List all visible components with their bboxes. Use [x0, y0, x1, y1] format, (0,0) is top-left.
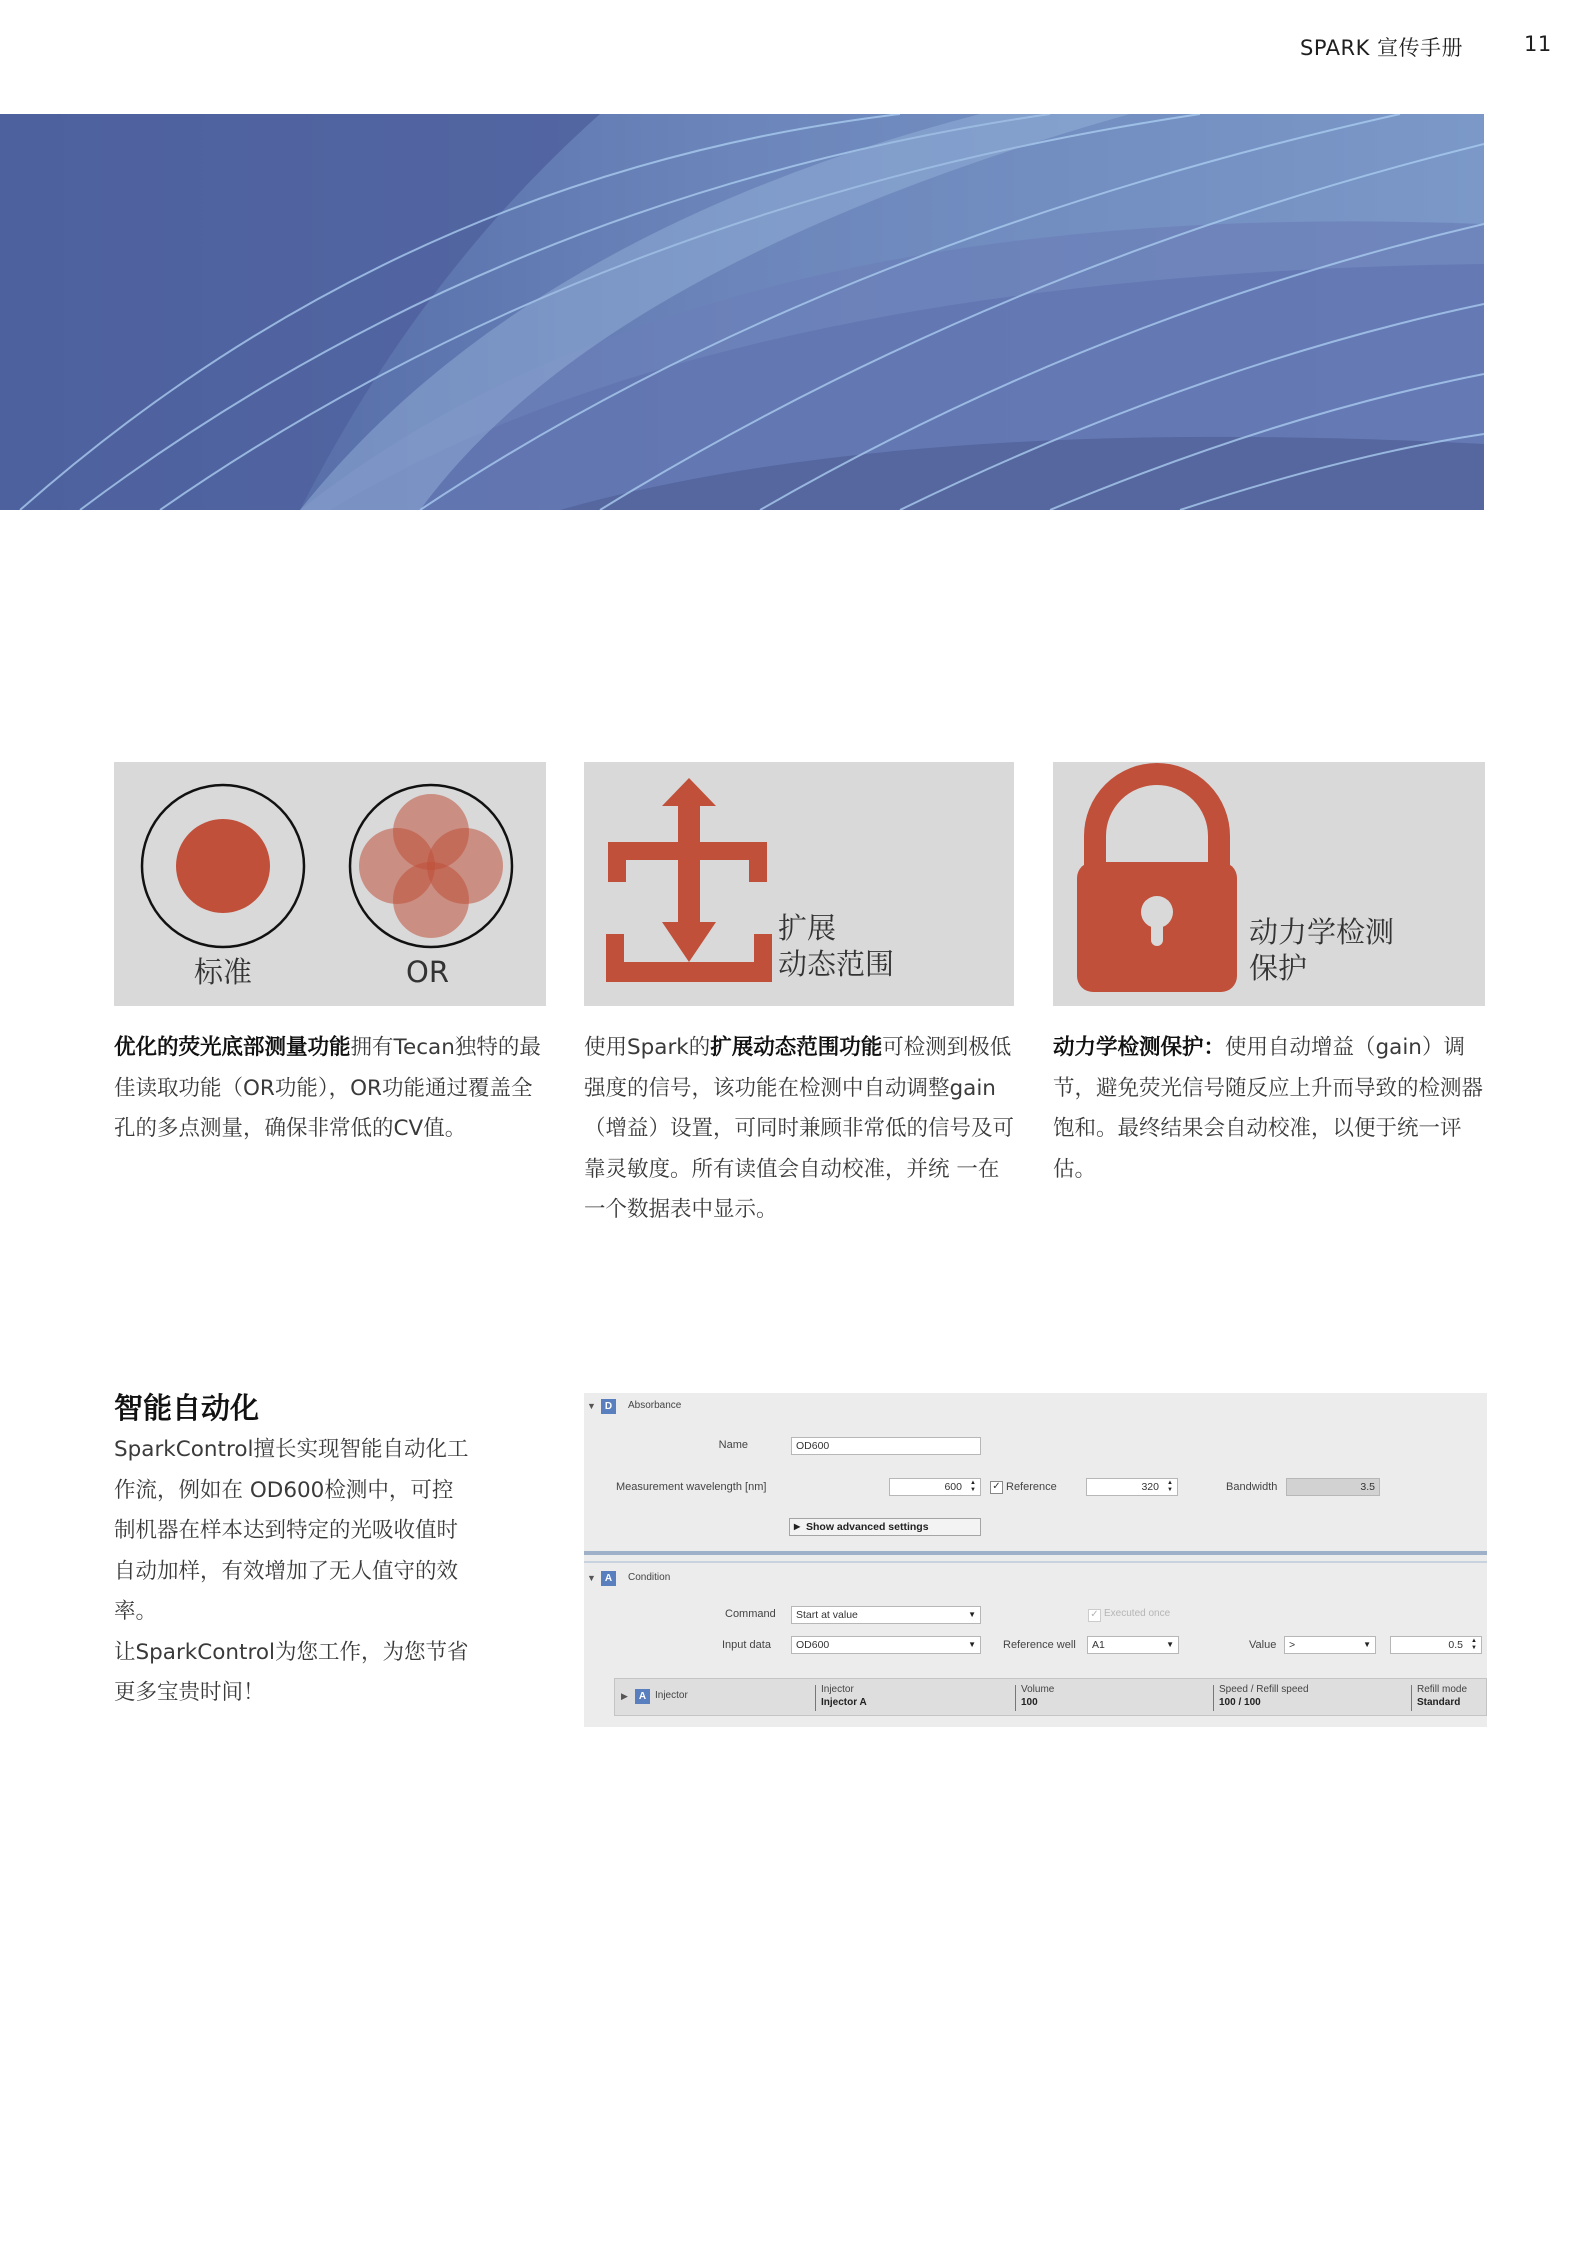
executed-once-checkbox: ✓ [1088, 1609, 1101, 1622]
command-label: Command [725, 1608, 776, 1620]
or-description [114, 1028, 548, 1150]
kinetic-label-1: 动力学检测 [1249, 915, 1395, 949]
card-dynamic-range [584, 762, 1014, 1006]
or-label: OR [406, 955, 449, 989]
kinetic-description [1053, 1028, 1487, 1190]
injector-title: Injector [655, 1690, 688, 1701]
threshold-input[interactable]: 0.5 ▲ ▼ [1390, 1636, 1482, 1654]
standard-label: 标准 [194, 955, 253, 989]
document-title: SPARK 宣传手册 [1300, 36, 1464, 60]
or-description-bold: 优化的荧光底部测量功能 [114, 1035, 351, 1060]
column-divider [1411, 1685, 1412, 1711]
volume-column-label: Volume [1021, 1684, 1055, 1695]
injector-column-label: Injector [821, 1684, 854, 1695]
automation-title: 智能自动化 [114, 1391, 260, 1425]
injector-column-value: Injector A [821, 1697, 867, 1708]
volume-column-value: 100 [1021, 1697, 1038, 1708]
dynamic-range-description-bold: 扩展动态范围功能 [710, 1035, 883, 1060]
reference-checkbox[interactable]: ✓ [990, 1481, 1003, 1494]
reference-label: Reference [1006, 1481, 1057, 1493]
panel-divider [584, 1551, 1487, 1555]
dynamic-range-description-text: 可检测到极低强度的信号，该功能在检测中自动调整gain （增益）设置，可同时兼顾非常低的信号及可靠灵敏度。所有读值会自动校准，并统 一在一个数据表中显示。 [584, 1035, 1015, 1222]
volume-column [1021, 1683, 1054, 1709]
command-dropdown[interactable]: Start at value ▼ [791, 1606, 981, 1624]
injector-badge: A [635, 1689, 650, 1704]
panel-divider-light [584, 1561, 1487, 1563]
speed-column-label: Speed / Refill speed [1219, 1684, 1309, 1695]
input-data-dropdown[interactable]: OD600 ▼ [791, 1636, 981, 1654]
speed-column [1219, 1683, 1309, 1709]
show-advanced-settings-button[interactable]: ▶ Show advanced settings [789, 1518, 981, 1536]
dynamic-range-label-1: 扩展 [778, 911, 837, 945]
banner-image [0, 114, 1484, 510]
expand-arrow-icon[interactable]: ▶ [621, 1691, 628, 1701]
dynamic-range-description-pre: 使用Spark的 [584, 1035, 711, 1060]
input-data-label: Input data [722, 1639, 771, 1651]
automation-body [114, 1430, 474, 1714]
card-kinetic-protection [1053, 762, 1485, 1006]
injector-row[interactable] [614, 1678, 1487, 1716]
automation-paragraph-1: SparkControl擅长实现智能自动化工作流，例如在 OD600检测中，可控制机器在样本达到特定的光吸收值时自动加样，有效增加了无人值守的效率。 [114, 1437, 469, 1624]
operator-dropdown[interactable]: > ▼ [1284, 1636, 1376, 1654]
column-divider [1015, 1685, 1016, 1711]
or-function-illustration [114, 762, 546, 1006]
card-or-function [114, 762, 546, 1006]
bandwidth-label: Bandwidth [1226, 1481, 1278, 1493]
executed-once-label: Executed once [1104, 1608, 1171, 1619]
column-divider [815, 1685, 816, 1711]
reference-well-label: Reference well [1003, 1639, 1076, 1651]
reference-input[interactable]: 320 ▲ ▼ [1086, 1478, 1178, 1496]
page-number: 11 [1524, 32, 1552, 56]
kinetic-description-bold: 动力学检测保护： [1053, 1035, 1226, 1060]
kinetic-description-text: 使用自动增益（gain）调节，避免荧光信号随反应上升而导致的检测器饱和。最终结果会自动校准，以便于统一评估。 [1053, 1035, 1484, 1182]
sparkcontrol-screenshot: ▼ D Absorbance Name OD600 Measurement wavelength [nm] 600 ▲ ▼ ✓ Reference 320 ▲ ▼ Bandwidth 3.5 ▶ Show advanced settings ▼ A Condition Command Start at value ▼ ✓ Executed once Input data OD600 ▼ Reference well A1 ▼ Value > ▼ 0.5 ▲ ▼ ▶ A Injector Injector Injector A Volume 100 Speed / Refill speed 100 / 100 Refill mode Standard [584, 1393, 1487, 1727]
dynamic-range-description [584, 1028, 1018, 1231]
condition-title: Condition [628, 1572, 671, 1583]
absorbance-badge: D [601, 1399, 616, 1414]
kinetic-label-2: 保护 [1249, 951, 1308, 985]
collapse-arrow-icon[interactable]: ▼ [587, 1573, 596, 1583]
name-input[interactable]: OD600 [791, 1437, 981, 1455]
absorbance-title: Absorbance [628, 1400, 682, 1411]
automation-paragraph-2: 让SparkControl为您工作，为您节省更多宝贵时间！ [114, 1639, 469, 1705]
wavelength-input[interactable]: 600 ▲ ▼ [889, 1478, 981, 1496]
collapse-arrow-icon[interactable]: ▼ [587, 1401, 596, 1411]
bandwidth-input: 3.5 [1286, 1478, 1380, 1496]
injector-column [821, 1683, 867, 1709]
refill-mode-column-label: Refill mode [1417, 1684, 1468, 1695]
condition-badge: A [601, 1571, 616, 1586]
reference-well-dropdown[interactable]: A1 ▼ [1087, 1636, 1179, 1654]
value-label: Value [1249, 1639, 1277, 1651]
refill-mode-column-value: Standard [1417, 1697, 1461, 1708]
or-description-text: 拥有Tecan独特的最佳读取功能（OR功能），OR功能通过覆盖全孔的多点测量，确保非常低的CV值。 [114, 1035, 541, 1141]
column-divider [1213, 1685, 1214, 1711]
wavelength-label: Measurement wavelength [nm] [616, 1481, 767, 1493]
refill-mode-column [1417, 1683, 1467, 1709]
speed-column-value: 100 / 100 [1219, 1697, 1261, 1708]
dynamic-range-label-2: 动态范围 [778, 947, 895, 981]
